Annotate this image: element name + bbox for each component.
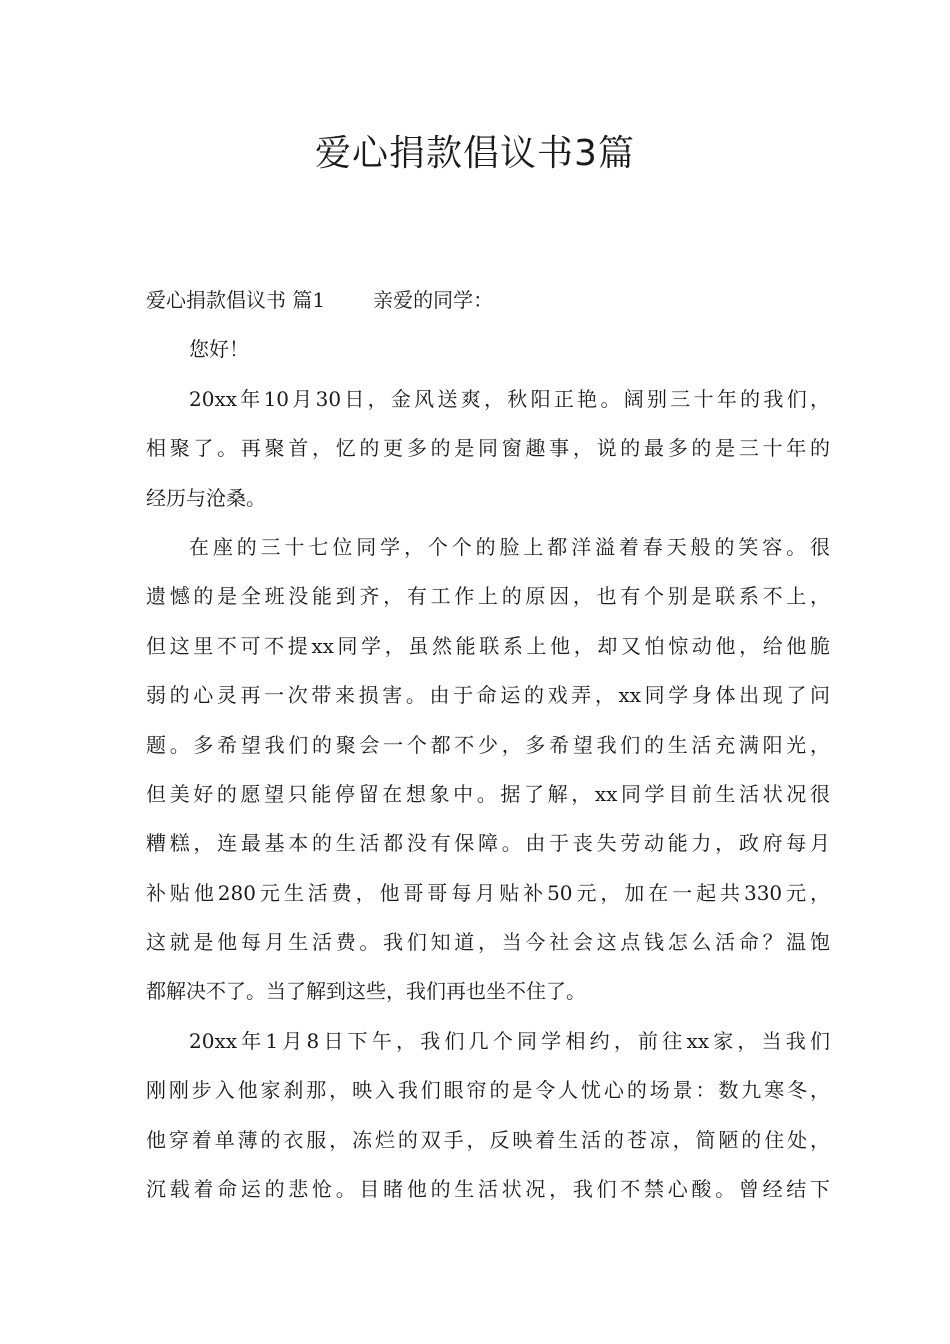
- salutation: 亲爱的同学：: [373, 288, 494, 312]
- greeting: 您好！: [189, 337, 249, 362]
- paragraph-line: 20xx年10月30日，金风送爽，秋阳正艳。阔别三十年的我们，: [189, 386, 830, 411]
- paragraph-line: 他穿着单薄的衣服，冻烂的双手，反映着生活的苍凉，简陋的住处，: [146, 1127, 830, 1152]
- document-title: 爱心捐款倡议书3篇: [315, 133, 635, 174]
- paragraph-line: 相聚了。再聚首，忆的更多的是同窗趣事，说的最多的是三十年的: [146, 436, 830, 461]
- paragraph-line: 在座的三十七位同学，个个的脸上都洋溢着春天般的笑容。很: [189, 534, 830, 559]
- section-heading-label: 爱心捐款倡议书 篇1: [146, 288, 326, 312]
- paragraph-line: 遗憾的是全班没能到齐，有工作上的原因，也有个别是联系不上，: [146, 584, 830, 609]
- paragraph-line: 糟糕，连最基本的生活都没有保障。由于丧失劳动能力，政府每月: [146, 831, 830, 856]
- document-body: [146, 284, 830, 1222]
- paragraph-line: 沉载着命运的悲怆。目睹他的生活状况，我们不禁心酸。曾经结下: [146, 1177, 830, 1202]
- paragraph-line: 这就是他每月生活费。我们知道，当今社会这点钱怎么活命？温饱: [146, 930, 830, 955]
- paragraph-line: 20xx年1月8日下午，我们几个同学相约，前往xx家，当我们: [189, 1028, 830, 1053]
- paragraph-line: 题。多希望我们的聚会一个都不少，多希望我们的生活充满阳光，: [146, 732, 830, 757]
- paragraph-line: 但这里不可不提xx同学，虽然能联系上他，却又怕惊动他，给他脆: [146, 633, 830, 658]
- paragraph-line: 都解决不了。当了解到这些，我们再也坐不住了。: [146, 979, 586, 1004]
- section-heading: [146, 284, 830, 333]
- paragraph-line: 弱的心灵再一次带来损害。由于命运的戏弄，xx同学身体出现了问: [146, 683, 830, 708]
- paragraph-line: 经历与沧桑。: [146, 485, 266, 510]
- paragraph-line: 刚刚步入他家刹那，映入我们眼帘的是令人忧心的场景：数九寒冬，: [146, 1078, 830, 1103]
- paragraph-line: 补贴他280元生活费，他哥哥每月贴补50元，加在一起共330元，: [146, 880, 830, 905]
- paragraph-line: 但美好的愿望只能停留在想象中。据了解，xx同学目前生活状况很: [146, 781, 830, 806]
